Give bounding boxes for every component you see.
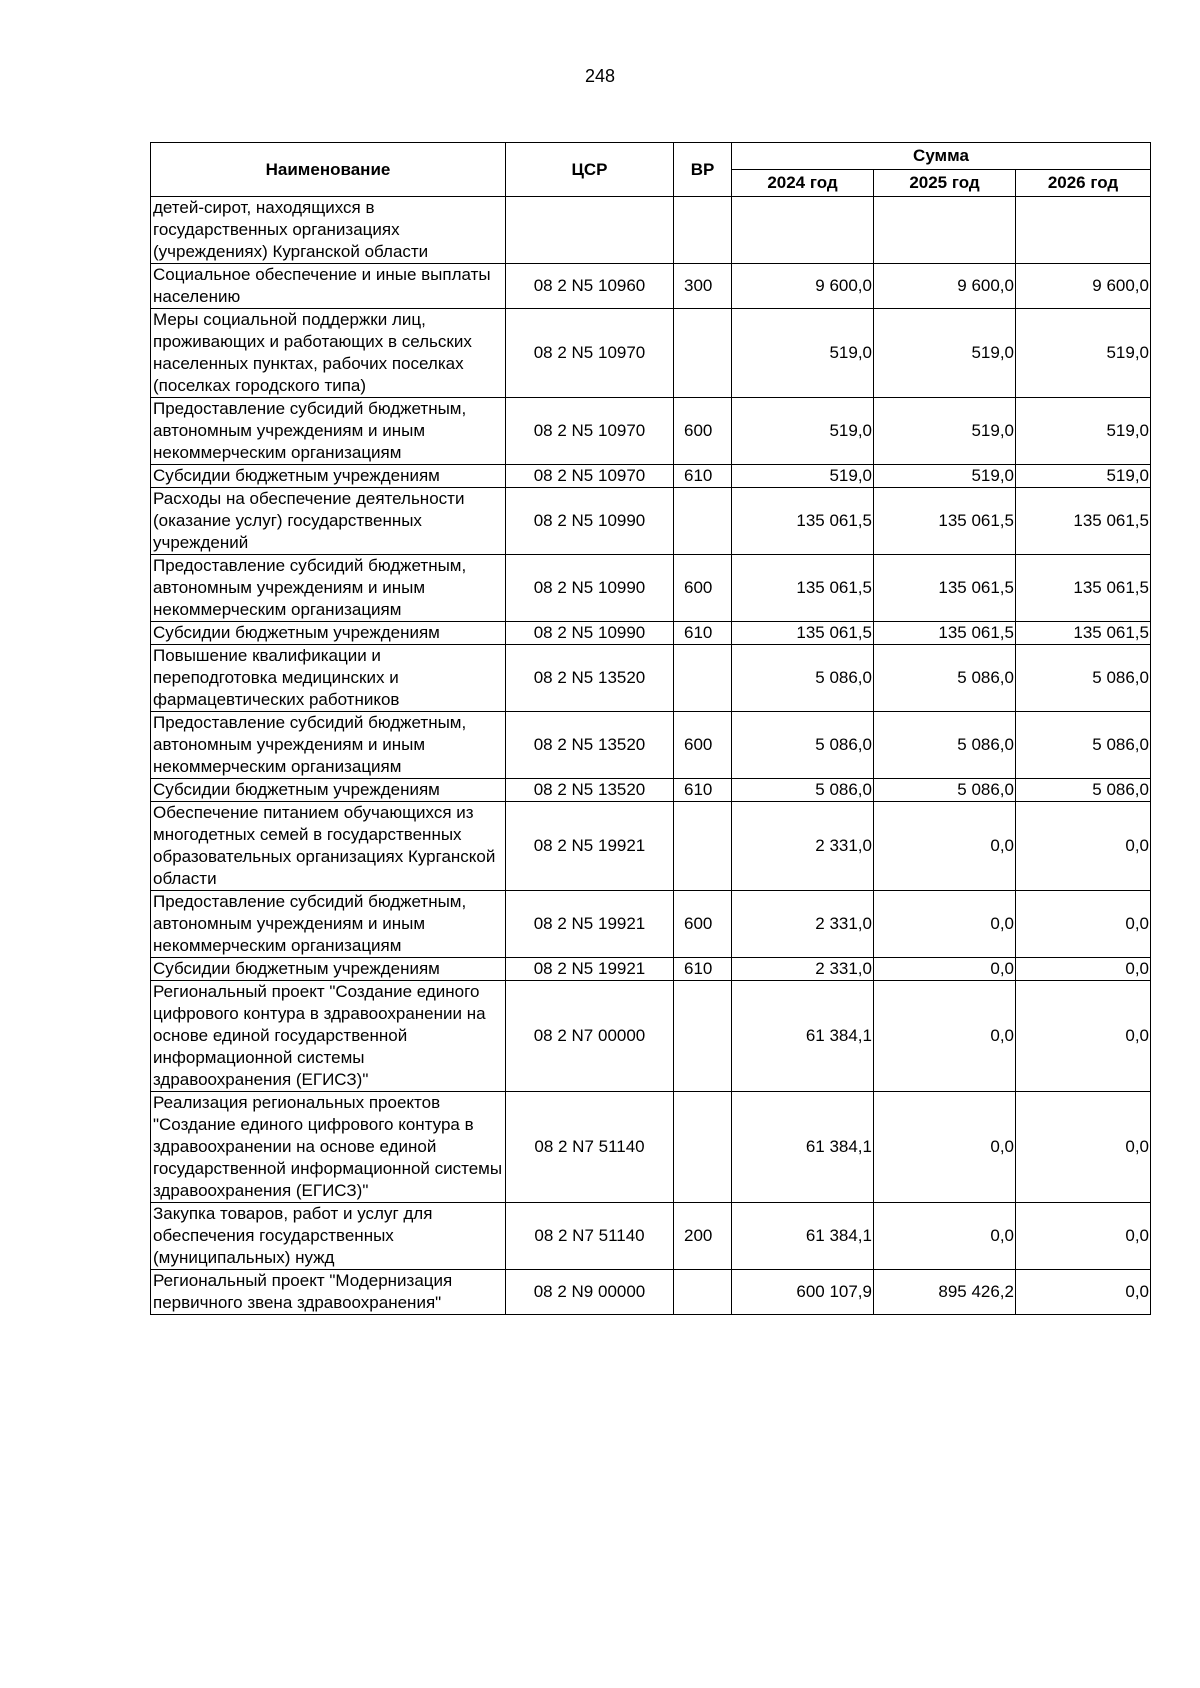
row-csr: 08 2 N5 10970 (506, 398, 674, 465)
row-sum-2026: 0,0 (1016, 1092, 1151, 1203)
budget-table (150, 142, 1151, 1315)
row-name: Субсидии бюджетным учреждениям (151, 622, 506, 645)
row-name: Обеспечение питанием обучающихся из многодетных семей в государственных образовательных организациях Курганской области (151, 802, 506, 891)
table-row (151, 958, 1151, 981)
row-csr: 08 2 N5 13520 (506, 645, 674, 712)
row-vr: 610 (674, 958, 732, 981)
row-name: Повышение квалификации и переподготовка медицинских и фармацевтических работников (151, 645, 506, 712)
row-csr: 08 2 N9 00000 (506, 1270, 674, 1315)
row-sum-2025: 519,0 (874, 398, 1016, 465)
row-vr: 610 (674, 622, 732, 645)
table-row (151, 488, 1151, 555)
row-sum-2024: 135 061,5 (732, 622, 874, 645)
row-sum-2024: 2 331,0 (732, 891, 874, 958)
row-sum-2024: 519,0 (732, 465, 874, 488)
row-csr: 08 2 N5 10970 (506, 309, 674, 398)
row-csr: 08 2 N7 00000 (506, 981, 674, 1092)
row-sum-2024: 5 086,0 (732, 779, 874, 802)
row-sum-2025: 5 086,0 (874, 712, 1016, 779)
row-csr: 08 2 N5 10990 (506, 555, 674, 622)
row-sum-2024: 2 331,0 (732, 958, 874, 981)
row-name: Меры социальной поддержки лиц, проживающих и работающих в сельских населенных пунктах, рабочих поселках (поселках городского типа) (151, 309, 506, 398)
row-name: детей-сирот, находящихся в государственных организациях (учреждениях) Курганской области (151, 197, 506, 264)
row-sum-2025: 519,0 (874, 465, 1016, 488)
table-row (151, 779, 1151, 802)
table-row (151, 264, 1151, 309)
row-sum-2025: 5 086,0 (874, 645, 1016, 712)
row-sum-2026: 5 086,0 (1016, 712, 1151, 779)
row-vr (674, 645, 732, 712)
row-vr (674, 1270, 732, 1315)
row-sum-2025: 135 061,5 (874, 488, 1016, 555)
row-sum-2025: 0,0 (874, 981, 1016, 1092)
table-row (151, 555, 1151, 622)
row-name: Субсидии бюджетным учреждениям (151, 779, 506, 802)
header-sum: Сумма (732, 143, 1151, 170)
row-vr (674, 488, 732, 555)
row-sum-2024: 61 384,1 (732, 1203, 874, 1270)
table-row (151, 398, 1151, 465)
row-sum-2026: 0,0 (1016, 1203, 1151, 1270)
table-body (151, 197, 1151, 1315)
row-name: Предоставление субсидий бюджетным, автономным учреждениям и иным некоммерческим организациям (151, 398, 506, 465)
row-sum-2024: 519,0 (732, 309, 874, 398)
row-vr: 610 (674, 779, 732, 802)
row-name: Социальное обеспечение и иные выплаты населению (151, 264, 506, 309)
row-name: Субсидии бюджетным учреждениям (151, 465, 506, 488)
row-sum-2025: 0,0 (874, 802, 1016, 891)
row-vr: 200 (674, 1203, 732, 1270)
row-sum-2026: 0,0 (1016, 802, 1151, 891)
budget-table-container (150, 142, 1150, 1315)
row-sum-2026 (1016, 197, 1151, 264)
row-sum-2026: 135 061,5 (1016, 555, 1151, 622)
row-sum-2026: 519,0 (1016, 398, 1151, 465)
header-year-2025: 2025 год (874, 170, 1016, 197)
row-sum-2025: 0,0 (874, 1092, 1016, 1203)
row-sum-2025: 9 600,0 (874, 264, 1016, 309)
row-sum-2025: 135 061,5 (874, 622, 1016, 645)
table-row (151, 197, 1151, 264)
row-sum-2025: 0,0 (874, 1203, 1016, 1270)
header-year-2026: 2026 год (1016, 170, 1151, 197)
row-sum-2024: 5 086,0 (732, 645, 874, 712)
row-csr: 08 2 N5 10970 (506, 465, 674, 488)
row-vr: 600 (674, 398, 732, 465)
row-csr: 08 2 N7 51140 (506, 1203, 674, 1270)
header-name: Наименование (151, 143, 506, 197)
header-vr: ВР (674, 143, 732, 197)
row-csr: 08 2 N5 10990 (506, 622, 674, 645)
row-name: Предоставление субсидий бюджетным, автономным учреждениям и иным некоммерческим организациям (151, 891, 506, 958)
row-sum-2025 (874, 197, 1016, 264)
row-csr: 08 2 N5 10990 (506, 488, 674, 555)
row-name: Предоставление субсидий бюджетным, автономным учреждениям и иным некоммерческим организациям (151, 555, 506, 622)
row-vr (674, 981, 732, 1092)
row-sum-2026: 0,0 (1016, 891, 1151, 958)
row-sum-2026: 135 061,5 (1016, 488, 1151, 555)
row-sum-2024: 9 600,0 (732, 264, 874, 309)
row-sum-2026: 5 086,0 (1016, 645, 1151, 712)
row-sum-2025: 519,0 (874, 309, 1016, 398)
row-name: Закупка товаров, работ и услуг для обеспечения государственных (муниципальных) нужд (151, 1203, 506, 1270)
row-sum-2025: 5 086,0 (874, 779, 1016, 802)
row-csr: 08 2 N7 51140 (506, 1092, 674, 1203)
row-vr (674, 1092, 732, 1203)
row-sum-2024: 61 384,1 (732, 1092, 874, 1203)
row-sum-2024 (732, 197, 874, 264)
row-sum-2026: 519,0 (1016, 309, 1151, 398)
row-sum-2025: 135 061,5 (874, 555, 1016, 622)
row-sum-2024: 519,0 (732, 398, 874, 465)
row-sum-2024: 135 061,5 (732, 488, 874, 555)
row-vr (674, 197, 732, 264)
table-row (151, 1092, 1151, 1203)
row-name: Субсидии бюджетным учреждениям (151, 958, 506, 981)
row-csr: 08 2 N5 10960 (506, 264, 674, 309)
row-csr: 08 2 N5 19921 (506, 891, 674, 958)
header-csr: ЦСР (506, 143, 674, 197)
row-vr (674, 802, 732, 891)
table-row (151, 712, 1151, 779)
table-row (151, 1270, 1151, 1315)
table-row (151, 891, 1151, 958)
row-name: Расходы на обеспечение деятельности (оказание услуг) государственных учреждений (151, 488, 506, 555)
row-sum-2026: 0,0 (1016, 958, 1151, 981)
row-csr (506, 197, 674, 264)
row-csr: 08 2 N5 19921 (506, 958, 674, 981)
row-sum-2024: 135 061,5 (732, 555, 874, 622)
row-name: Предоставление субсидий бюджетным, автономным учреждениям и иным некоммерческим организациям (151, 712, 506, 779)
row-sum-2024: 61 384,1 (732, 981, 874, 1092)
page-number: 248 (584, 66, 616, 86)
row-vr (674, 309, 732, 398)
row-vr: 300 (674, 264, 732, 309)
row-sum-2024: 2 331,0 (732, 802, 874, 891)
row-sum-2025: 0,0 (874, 958, 1016, 981)
row-csr: 08 2 N5 19921 (506, 802, 674, 891)
header-year-2024: 2024 год (732, 170, 874, 197)
row-sum-2024: 600 107,9 (732, 1270, 874, 1315)
row-vr: 600 (674, 891, 732, 958)
row-sum-2025: 895 426,2 (874, 1270, 1016, 1315)
table-row (151, 981, 1151, 1092)
row-vr: 600 (674, 712, 732, 779)
row-vr: 610 (674, 465, 732, 488)
row-sum-2025: 0,0 (874, 891, 1016, 958)
row-sum-2026: 5 086,0 (1016, 779, 1151, 802)
row-sum-2026: 135 061,5 (1016, 622, 1151, 645)
table-row (151, 645, 1151, 712)
table-row (151, 1203, 1151, 1270)
row-csr: 08 2 N5 13520 (506, 712, 674, 779)
row-vr: 600 (674, 555, 732, 622)
row-sum-2026: 519,0 (1016, 465, 1151, 488)
table-header (151, 143, 1151, 197)
row-sum-2026: 9 600,0 (1016, 264, 1151, 309)
table-row (151, 309, 1151, 398)
row-name: Региональный проект "Модернизация первичного звена здравоохранения" (151, 1270, 506, 1315)
table-row (151, 802, 1151, 891)
row-sum-2026: 0,0 (1016, 981, 1151, 1092)
row-csr: 08 2 N5 13520 (506, 779, 674, 802)
row-sum-2024: 5 086,0 (732, 712, 874, 779)
table-row (151, 465, 1151, 488)
row-sum-2026: 0,0 (1016, 1270, 1151, 1315)
row-name: Реализация региональных проектов "Создание единого цифрового контура в здравоохранении на основе единой государственной информационной системы здравоохранения (ЕГИСЗ)" (151, 1092, 506, 1203)
table-row (151, 622, 1151, 645)
row-name: Региональный проект "Создание единого цифрового контура в здравоохранении на основе единой государственной информационной системы здравоохранения (ЕГИСЗ)" (151, 981, 506, 1092)
